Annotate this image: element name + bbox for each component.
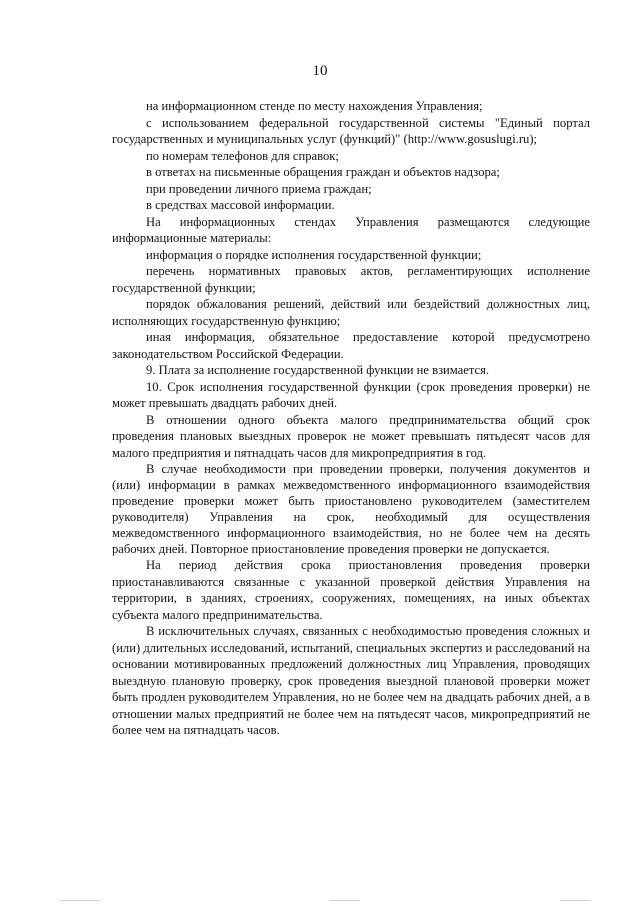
paragraph: в ответах на письменные обращения граждан и объектов надзора; [146, 165, 500, 179]
paragraph: перечень нормативных правовых актов, регламентирующих исполнение государственной функции; [112, 264, 590, 295]
paragraph: при проведении личного приема граждан; [146, 181, 372, 196]
scan-artifact [60, 900, 100, 901]
paragraph: на информационном стенде по месту нахождения Управления; [146, 99, 483, 113]
document-body [112, 98, 590, 739]
paragraph: 9. Плата за исполнение государственной функции не взимается. [146, 363, 490, 377]
paragraph: На период действия срока приостановления проведения проверки приостанавливаются связанные с указанной проверкой действия Управления на территории, в зданиях, строениях, сооружениях, помещениях, на иных объектах субъекта малого предпринимательства. [112, 558, 590, 622]
scan-artifact [560, 900, 590, 901]
scan-artifact [330, 900, 360, 901]
paragraph: с использованием федеральной государственной системы "Единый портал государственных и муниципальных услуг (функций)" (http://www.gosuslugi.ru); [112, 115, 590, 146]
page-number: 10 [312, 63, 328, 79]
paragraph: В отношении одного объекта малого предпринимательства общий срок проведения плановых выездных проверок не может превышать пятьдесят часов для малого предприятия и пятнадцать часов для микропредприятия в год. [112, 412, 590, 460]
paragraph: В исключительных случаях, связанных с необходимостью проведения сложных и (или) длительных исследований, испытаний, специальных экспертиз и расследований на основании мотивированных предложений должностных лиц Управления, проводящих выездную плановую проверку, срок проведения выездной плановой проверки может быть продлен руководителем Управления, но не более чем на двадцать рабочих дней, а в отношении малых предприятий не более чем на пятьдесят часов, микропредприятий не более чем на пятнадцать часов. [112, 624, 590, 737]
paragraph: порядок обжалования решений, действий или бездействий должностных лиц, исполняющих государственную функцию; [112, 297, 590, 328]
paragraph: 10. Срок исполнения государственной функции (срок проведения проверки) не может превышать двадцать рабочих дней. [112, 379, 590, 410]
paragraph: информация о порядке исполнения государственной функции; [146, 247, 482, 262]
paragraph: по номерам телефонов для справок; [146, 148, 339, 163]
paragraph: На информационных стендах Управления размещаются следующие информационные материалы: [112, 214, 590, 245]
paragraph: В случае необходимости при проведении проверки, получения документов и (или) информации в рамках межведомственного информационного взаимодействия проведение проверки может быть приостановлено руководителем (заместителем руководителя) Управления на срок, необходимый для осуществления межведомственного информационного взаимодействия, но не более чем на десять рабочих дней. Повторное приостановление проведения проверки не допускается. [112, 462, 590, 556]
paragraph: в средствах массовой информации. [146, 198, 335, 212]
paragraph: иная информация, обязательное предоставление которой предусмотрено законодательством Российской Федерации. [112, 330, 590, 361]
